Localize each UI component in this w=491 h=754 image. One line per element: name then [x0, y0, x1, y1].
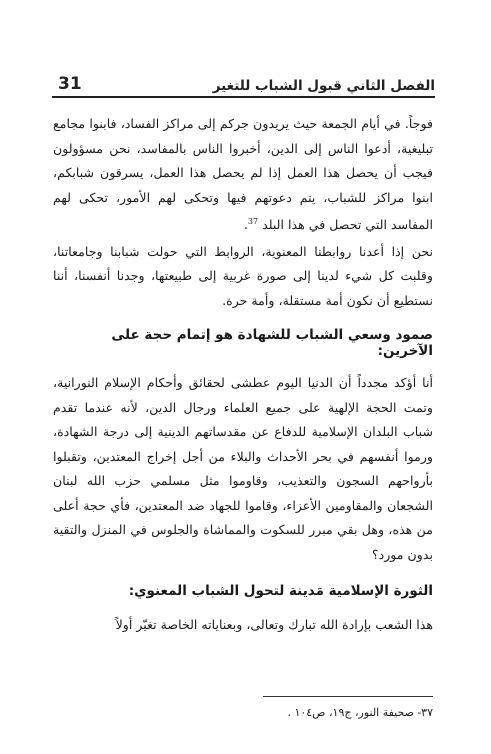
- paragraph-1-end: .: [243, 217, 248, 233]
- paragraph-3: أنا أؤكد مجدداً أن الدنيا اليوم عطشى لحقائق وأحكام الإسلام النورانية، وتمت الحجة الإلهية على جميع العلماء ورجال الدين، لأنه عندما تقدم شباب البلدان الإسلامية للدفاع عن مقدساتهم الدينية إلى درجة الشهادة، ورموا أنفسهم في بحر الأحداث والبلاء من أجل إخراج المعتدين، وتقبلوا بأرواحهم السجون والتعذيب، وقاوموا مثل مسلمي حزب الله لبنان الشجعان والمقاومين الأعزاء، وقاموا للجهاد ضد المعتدين، فأي حجة أعلى من هذه، وهل بقي مبرر للسكوت والمماشاة والجلوس في المنزل والتقية بدون مورد؟: [53, 375, 433, 562]
- paragraph-1-text: فوجاً. في أيام الجمعة حيث يريدون جركم إلى مراكز الفساد، فابنوا مجامع تبليغية، أدعوا الناس إلى الدين، أخبروا الناس بالمفاسد، نحن مسؤولون فيجب أن يحصل هذا العمل إذا لم يحصل هذا العمل، يسرقون شبابكم، ابنوا مراكز للشباب، يتم دعوتهم فيها وتحكى لهم الأمور، تحكى لهم المفاسد التي تحصل في هذا البلد: [53, 116, 433, 233]
- page-header: [52, 60, 435, 98]
- paragraph-4: هذا الشعب بإرادة الله تبارك وتعالى، وبعناياته الخاصة تغيّر أولاً: [115, 617, 433, 633]
- page-number: 31: [58, 74, 82, 94]
- footnote: ٣٧- صحيفة النور، ج١٩، ص١٠٤ .: [287, 706, 433, 719]
- footnote-divider: [263, 696, 433, 697]
- paragraph-1: [53, 112, 433, 238]
- page-body: [53, 112, 433, 638]
- chapter-title: الفصل الثاني قبول الشباب للتغير: [212, 78, 435, 94]
- section-heading-revolution: الثورة الإسلامية مَدينة لتحول الشباب المعنوي:: [128, 583, 433, 600]
- paragraph-2: نحن إذا أعدنا روابطنا المعنوية، الروابط التي حولت شبابنا وجامعاتنا، وقلبت كل شيء لدينا إلى صورة غربية إلى طبيعتها، وجدنا أنفسنا، أننا نستطيع أن نكون أمة مستقلة، وأمة حرة.: [53, 243, 433, 308]
- section-heading-martyrdom: صمود وسعي الشباب للشهادة هو إتمام حجة على الآخرين:: [111, 327, 433, 360]
- footnote-reference: 37: [247, 217, 259, 226]
